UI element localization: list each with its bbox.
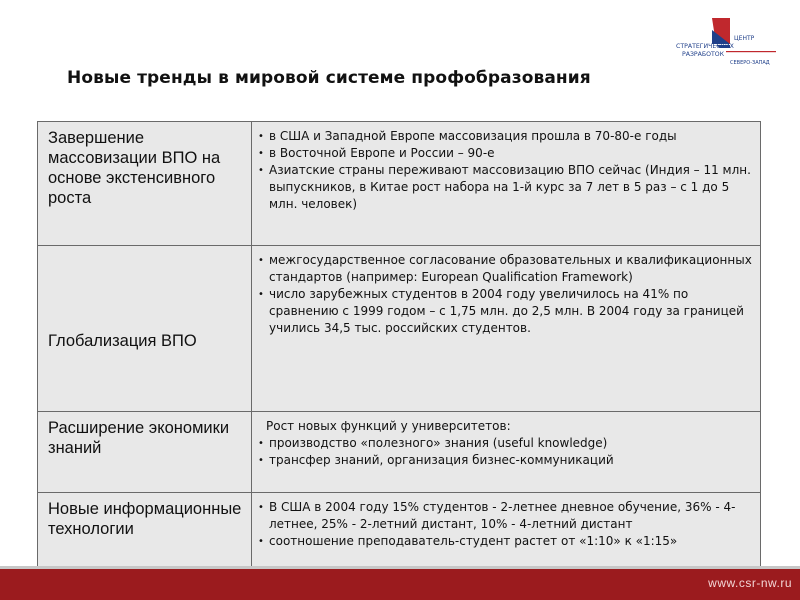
bullet-icon: •	[258, 131, 264, 142]
list-item: • соотношение преподаватель-студент растет от «1:10» к «1:15»	[258, 534, 678, 548]
bullet-icon: •	[258, 438, 264, 449]
list-item: • Азиатские страны переживают массовизацию ВПО сейчас (Индия – 11 млн. выпускников, в Китае рост набора на 1-й курс за 7 лет в 5 раз – с 1 до 5 млн. человек)	[258, 163, 751, 211]
list-item: • В США в 2004 году 15% студентов - 2-летнее дневное обучение, 36% - 4-летнее, 25% - 2-летний дистант, 10% - 4-летний дистант	[258, 500, 736, 531]
row-content	[252, 246, 761, 412]
table-row	[38, 493, 761, 572]
list-item: • трансфер знаний, организация бизнес-коммуникаций	[258, 453, 614, 467]
logo-line3: РАЗРАБОТОК	[682, 51, 725, 58]
list-item: • в Восточной Европе и России – 90-е	[258, 146, 495, 160]
logo-line2: СТРАТЕГИЧЕСКИХ	[676, 43, 734, 50]
list-item: • в США и Западной Европе массовизация прошла в 70-80-е годы	[258, 129, 677, 143]
logo-line1: ЦЕНТР	[734, 35, 755, 42]
row-content	[252, 493, 761, 572]
row-content	[252, 122, 761, 246]
logo-line4: СЕВЕРО-ЗАПАД	[730, 60, 770, 66]
row-content	[252, 412, 761, 493]
trends-table	[37, 121, 761, 572]
bullet-icon: •	[258, 455, 264, 466]
bullet-icon: •	[258, 148, 264, 159]
row-heading: Расширение экономики знаний	[38, 412, 252, 493]
footer-stripe	[0, 566, 800, 569]
table-row	[38, 412, 761, 493]
bullet-icon: •	[258, 502, 264, 513]
list-item: • производство «полезного» знания (useful knowledge)	[258, 436, 608, 450]
list-item: • число зарубежных студентов в 2004 году увеличилось на 41% по сравнению с 1999 годом – с 1,75 млн. до 2,5 млн. В 2004 году за границей учились 34,5 тыс. российских студентов.	[258, 287, 744, 335]
bullet-icon: •	[258, 165, 264, 176]
page-title: Новые тренды в мировой системе профобразования	[67, 68, 591, 88]
row-intro: Рост новых функций у университетов:	[266, 419, 511, 433]
footer-url-link[interactable]: www.csr-nw.ru	[708, 576, 792, 590]
table-row	[38, 246, 761, 412]
bullet-icon: •	[258, 536, 264, 547]
company-logo	[676, 14, 794, 70]
footer-bar	[0, 566, 800, 600]
bullet-icon: •	[258, 255, 264, 266]
sail-logo-icon	[676, 14, 794, 70]
list-item: • межгосударственное согласование образовательных и квалификационных стандартов (например: European Qualification Framework)	[258, 253, 752, 284]
table-row	[38, 122, 761, 246]
row-heading: Новые информационные технологии	[38, 493, 252, 572]
row-heading: Завершение массовизации ВПО на основе экстенсивного роста	[38, 122, 252, 246]
bullet-icon: •	[258, 289, 264, 300]
row-heading: Глобализация ВПО	[38, 246, 252, 412]
